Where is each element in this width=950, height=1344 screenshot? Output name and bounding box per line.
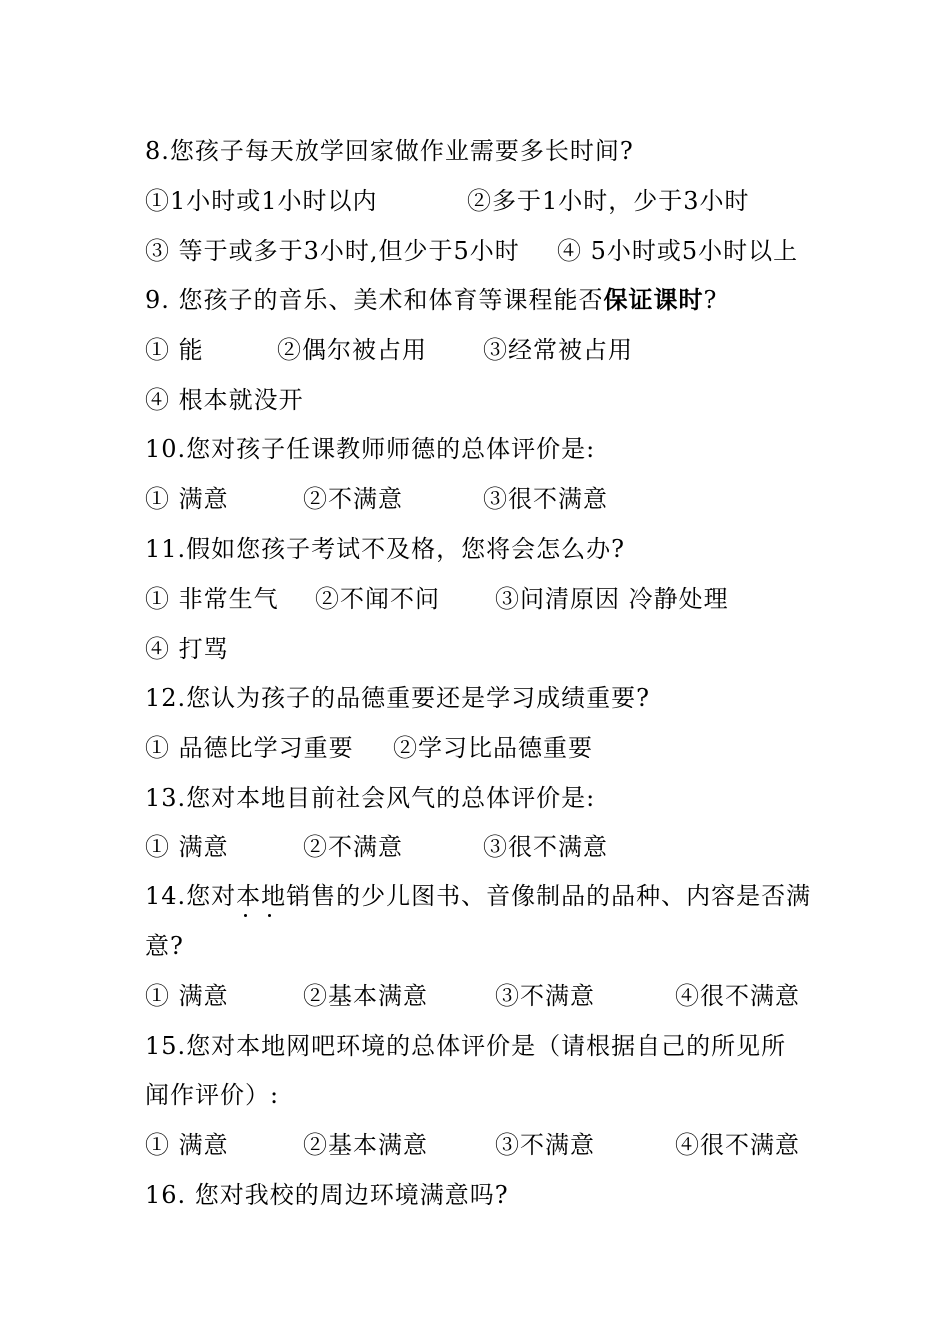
option: ②基本满意 <box>303 982 428 1010</box>
question-11: 11.假如您孩子考试不及格，您将会怎么办? <box>145 535 626 563</box>
options-row <box>145 236 845 266</box>
option: ④ 打骂 <box>145 635 229 663</box>
options-row <box>145 335 845 365</box>
options-row <box>145 385 304 415</box>
question-mark: ? <box>703 286 718 314</box>
option: ① 满意 <box>145 485 229 513</box>
option: ① 非常生气 <box>145 585 279 613</box>
option: ②多于1小时，少于3小时 <box>467 187 750 215</box>
option: ③很不满意 <box>483 485 608 513</box>
option: ③很不满意 <box>483 833 608 861</box>
emphasis-dot <box>244 914 247 917</box>
option: ②学习比品德重要 <box>393 734 593 762</box>
question-15-continued: 闻作评价）: <box>145 1081 280 1109</box>
emphasis-dot <box>268 914 271 917</box>
option: ① 品德比学习重要 <box>145 734 354 762</box>
question-12: 12.您认为孩子的品德重要还是学习成绩重要? <box>145 684 651 712</box>
options-row <box>145 832 845 862</box>
option: ④ 根本就没开 <box>145 386 304 414</box>
option: ③不满意 <box>495 982 595 1010</box>
question-10: 10.您对孩子任课教师师德的总体评价是: <box>145 435 596 463</box>
options-row <box>145 733 845 763</box>
option: ① 满意 <box>145 833 229 861</box>
options-row <box>145 981 845 1011</box>
option: ①1小时或1小时以内 <box>145 187 378 215</box>
option: ① 满意 <box>145 982 229 1010</box>
options-row <box>145 1130 845 1160</box>
question-16: 16. 您对我校的周边环境满意吗? <box>145 1181 509 1209</box>
question-text: 9. 您孩子的音乐、美术和体育等课程能否 <box>145 286 604 314</box>
question-14-continued: 意? <box>145 932 184 960</box>
question-9 <box>145 285 717 315</box>
option: ②偶尔被占用 <box>277 336 427 364</box>
option: ③ 等于或多于3小时,但少于5小时 <box>145 237 520 265</box>
option: ① 满意 <box>145 1131 229 1159</box>
question-14: 14.您对本地销售的少儿图书、音像制品的品种、内容是否满 <box>145 882 812 910</box>
options-row <box>145 484 845 514</box>
option: ②不闻不问 <box>315 585 440 613</box>
question-13: 13.您对本地目前社会风气的总体评价是: <box>145 784 596 812</box>
options-row <box>145 634 229 664</box>
option: ②基本满意 <box>303 1131 428 1159</box>
option: ③问清原因 冷静处理 <box>495 585 729 613</box>
option: ① 能 <box>145 336 204 364</box>
option: ②不满意 <box>303 485 403 513</box>
option: ③经常被占用 <box>483 336 633 364</box>
options-row <box>145 186 845 216</box>
question-8: 8.您孩子每天放学回家做作业需要多长时间? <box>145 137 634 165</box>
option: ②不满意 <box>303 833 403 861</box>
emphasis-text: 保证课时 <box>603 286 704 314</box>
options-row <box>145 584 845 614</box>
question-15: 15.您对本地网吧环境的总体评价是（请根据自己的所见所 <box>145 1032 787 1060</box>
option: ④很不满意 <box>675 1131 800 1159</box>
option: ④很不满意 <box>675 982 800 1010</box>
option: ④ 5小时或5小时以上 <box>557 237 799 265</box>
option: ③不满意 <box>495 1131 595 1159</box>
